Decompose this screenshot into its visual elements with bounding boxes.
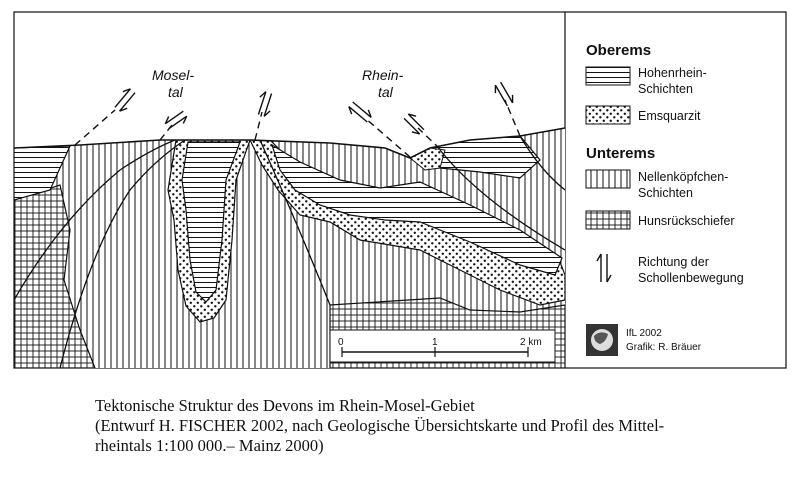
- legend-nellenkoepfchen-line2: Schichten: [638, 186, 693, 200]
- mosel-label-line1: Mosel-: [152, 67, 195, 83]
- legend-swatch-hunsrueck: [586, 211, 630, 229]
- legend-movement-line2: Schollenbewegung: [638, 271, 744, 285]
- legend-swatch-hohenrhein: [586, 67, 630, 85]
- scale-tick-2: 2 km: [520, 337, 542, 348]
- legend-hohenrhein-line2: Schichten: [638, 82, 693, 96]
- credit-line2: Grafik: R. Bräuer: [626, 342, 702, 353]
- figure-caption: [95, 396, 785, 456]
- caption-line1: Tektonische Struktur des Devons im Rhein-Mosel-Gebiet: [95, 396, 475, 415]
- scale-tick-1: 1: [432, 337, 438, 348]
- mosel-label-line2: tal: [168, 84, 183, 100]
- ifl-logo: [586, 324, 618, 356]
- legend-unterems-title: Unterems: [586, 145, 656, 162]
- scale-tick-0: 0: [338, 337, 344, 348]
- legend: [586, 42, 744, 285]
- caption-line3: rheintals 1:100 000.– Mainz 2000): [95, 436, 324, 455]
- legend-oberems-title: Oberems: [586, 42, 652, 59]
- legend-nellenkoepfchen-line1: Nellenköpfchen-: [638, 170, 729, 184]
- rhein-label-line1: Rhein-: [362, 67, 404, 83]
- credit-line1: IfL 2002: [626, 328, 662, 339]
- legend-movement-arrow-icon: [597, 254, 611, 282]
- legend-swatch-emsquarzit: [586, 106, 630, 124]
- legend-hohenrhein-line1: Hohenrhein-: [638, 66, 707, 80]
- legend-hunsrueck: Hunsrückschiefer: [638, 214, 735, 228]
- scale-bar: [330, 330, 555, 362]
- legend-swatch-nellenkoepfchen: [586, 170, 630, 188]
- rhein-label-line2: tal: [378, 84, 393, 100]
- legend-emsquarzit: Emsquarzit: [638, 109, 701, 123]
- caption-line2: (Entwurf H. FISCHER 2002, nach Geologische Übersichtskarte und Profil des Mittel-: [95, 416, 665, 435]
- legend-movement-line1: Richtung der: [638, 255, 709, 269]
